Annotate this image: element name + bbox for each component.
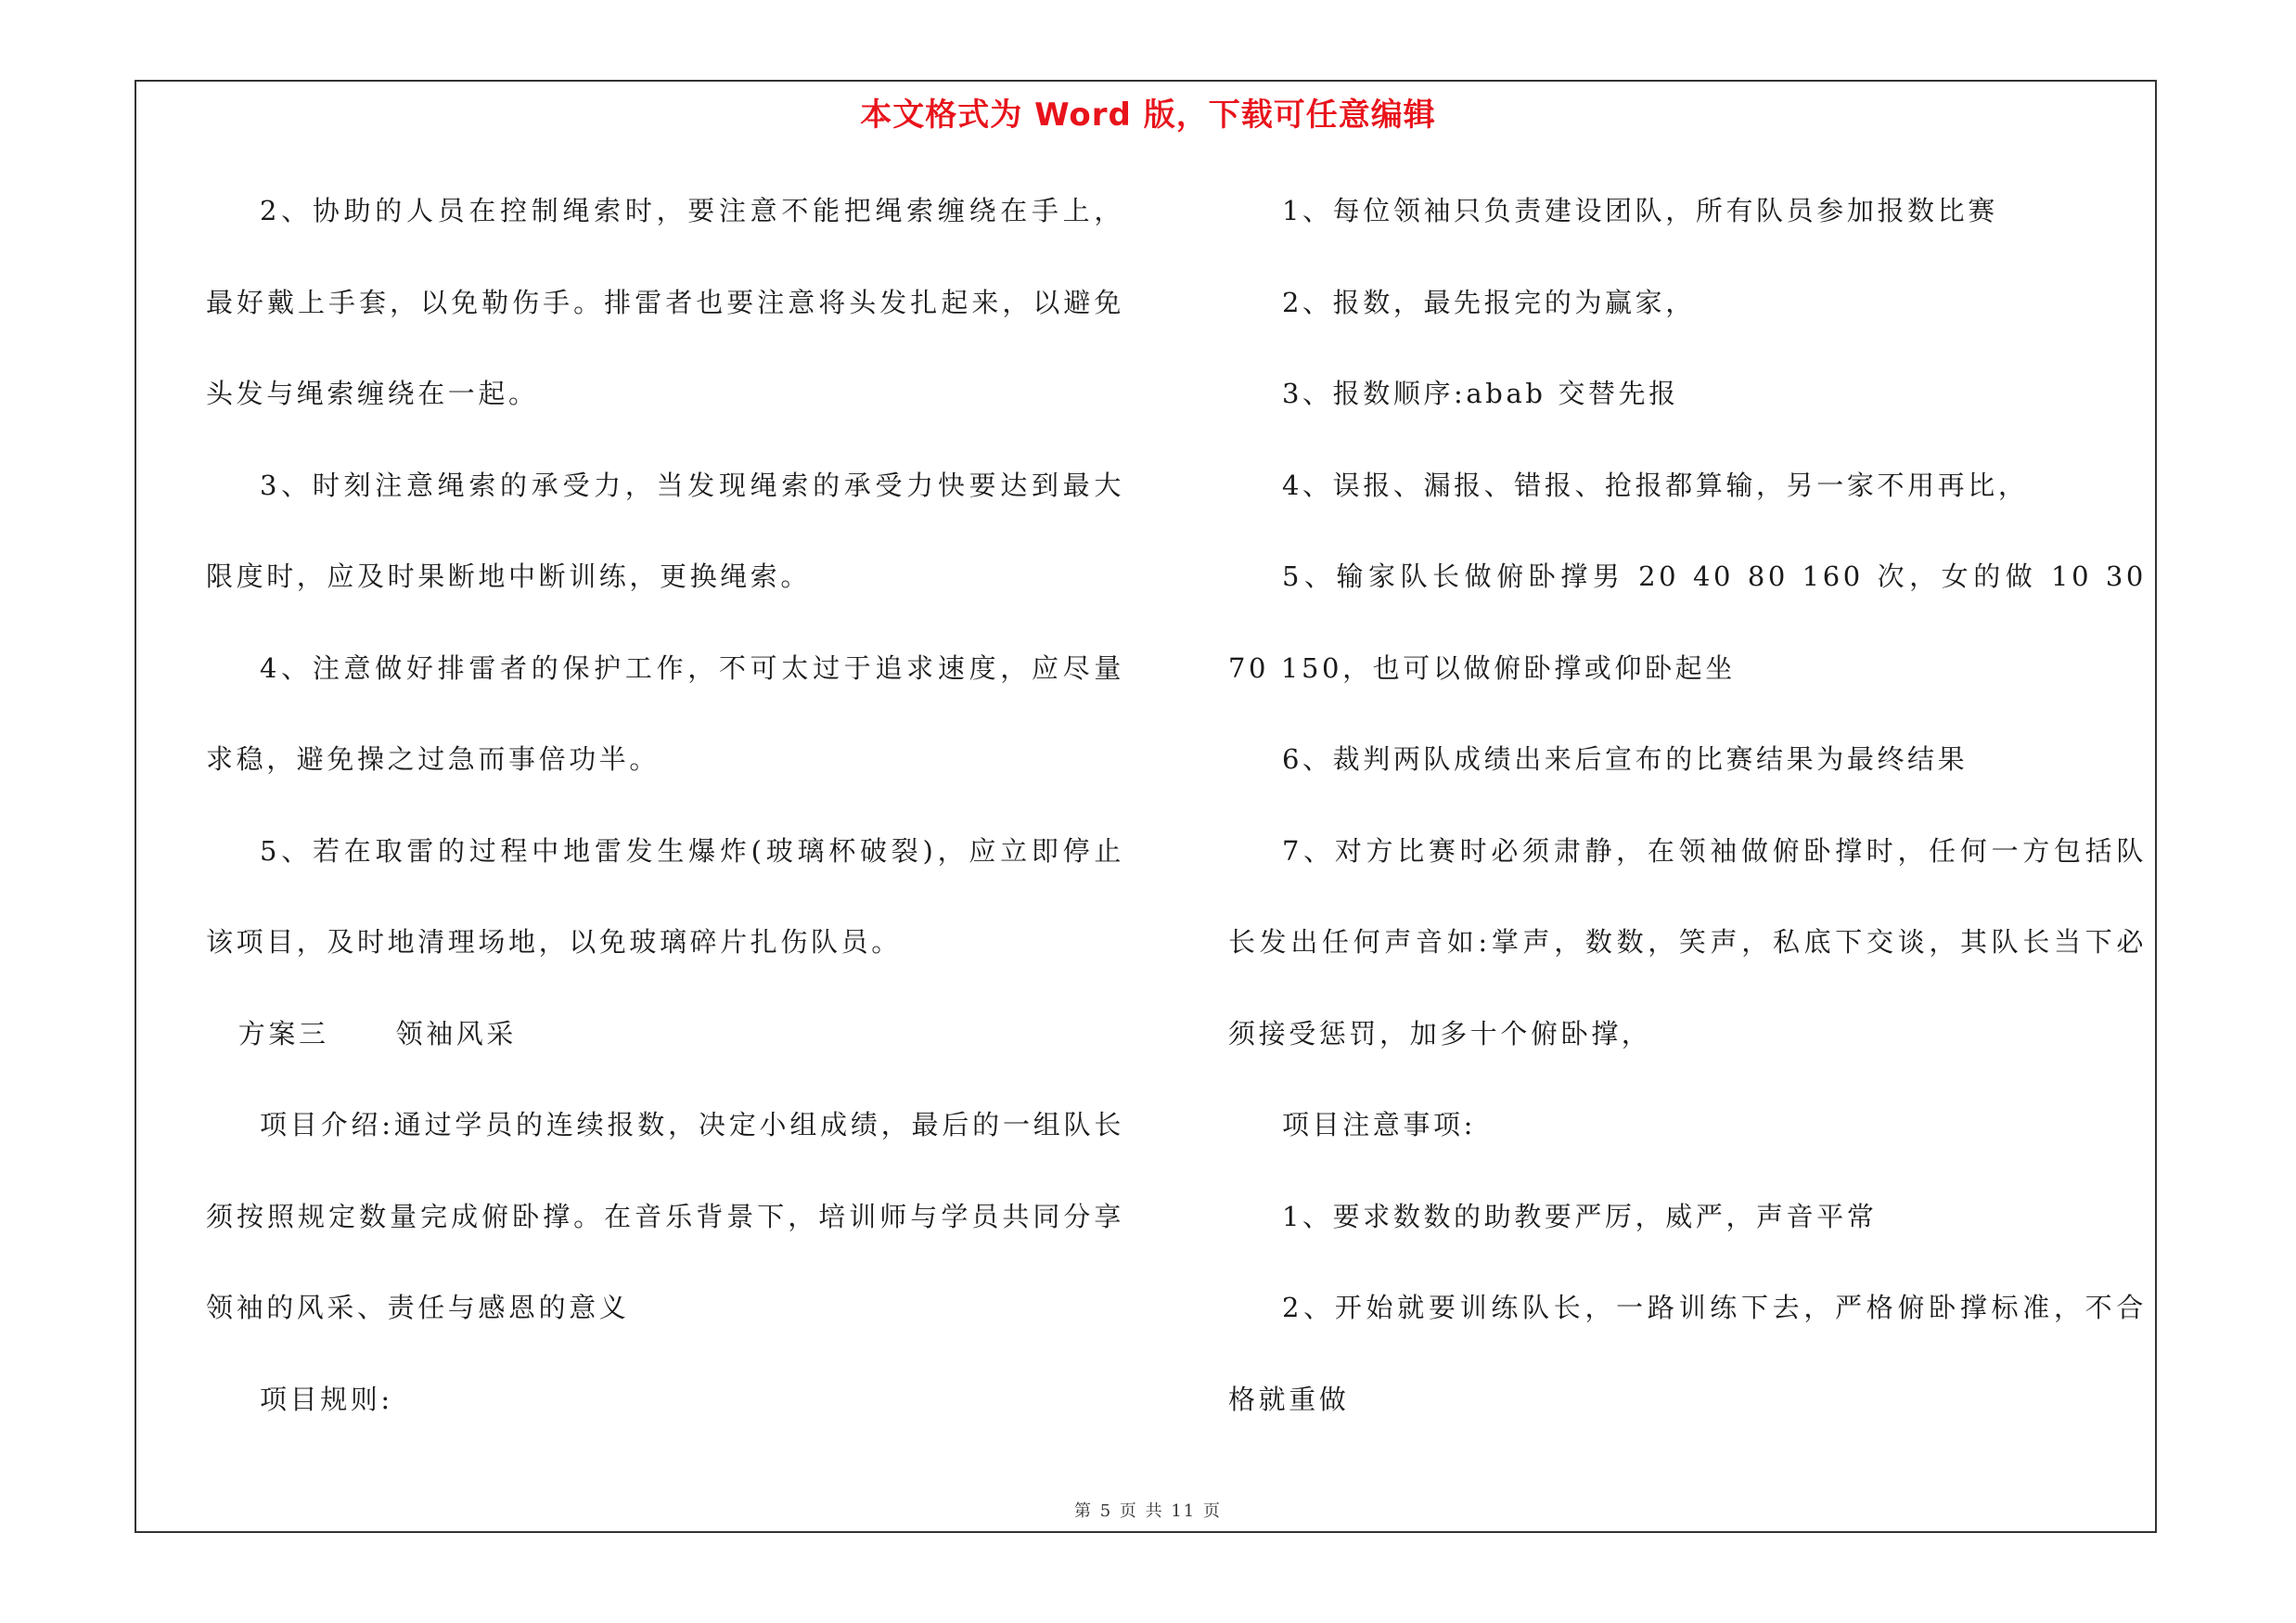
paragraph: 项目介绍:通过学员的连续报数，决定小组成绩，最后的一组队长须按照规定数量完成俯卧撑。在音乐背景下，培训师与学员共同分享领袖的风采、责任与感恩的意义	[206, 1109, 1124, 1323]
paragraph: 2、协助的人员在控制绳索时，要注意不能把绳索缠绕在手上，最好戴上手套，以免勒伤手。排雷者也要注意将头发扎起来，以避免头发与绳索缠绕在一起。	[206, 195, 1124, 409]
paragraph: 2、开始就要训练队长，一路训练下去，严格俯卧撑标准，不合格就重做	[1228, 1292, 2147, 1415]
paragraph: 4、误报、漏报、错报、抢报都算输，另一家不用再比，	[1282, 469, 2029, 501]
paragraph: 3、时刻注意绳索的承受力，当发现绳索的承受力快要达到最大限度时，应及时果断地中断训练，更换绳索。	[206, 469, 1124, 592]
paragraph: 5、若在取雷的过程中地雷发生爆炸(玻璃杯破裂)，应立即停止该项目，及时地清理场地，以免玻璃碎片扎伤队员。	[206, 834, 1124, 958]
paragraph: 5、输家队长做俯卧撑男 20 40 80 160 次，女的做 10 30 70 150，也可以做俯卧撑或仰卧起坐	[1228, 560, 2147, 684]
right-column	[1228, 165, 2147, 1445]
section-title: 领袖风采	[395, 1017, 518, 1050]
paragraph: 7、对方比赛时必须肃静，在领袖做俯卧撑时，任何一方包括队长发出任何声音如:掌声，数数，笑声，私底下交谈，其队长当下必须接受惩罚，加多十个俯卧撑，	[1228, 834, 2147, 1050]
left-column	[206, 165, 1124, 1445]
paragraph: 3、报数顺序:abab 交替先报	[1282, 378, 1679, 409]
page-number-footer: 第 5 页 共 11 页	[1074, 1501, 1222, 1521]
paragraph: 1、要求数数的助教要严厉，威严，声音平常	[1282, 1200, 1878, 1232]
format-banner: 本文格式为 Word 版，下载可任意编辑	[860, 97, 1436, 134]
paragraph: 1、每位领袖只负责建设团队，所有队员参加报数比赛	[1282, 195, 1998, 226]
paragraph: 2、报数，最先报完的为赢家，	[1282, 286, 1696, 318]
paragraph: 项目注意事项:	[1282, 1109, 1476, 1140]
paragraph: 6、裁判两队成绩出来后宣布的比赛结果为最终结果	[1282, 743, 1969, 775]
paragraph: 4、注意做好排雷者的保护工作，不可太过于追求速度，应尽量求稳，避免操之过急而事倍功半。	[206, 651, 1124, 775]
section-label: 方案三	[237, 1017, 329, 1050]
section-heading	[206, 988, 1124, 1080]
paragraph: 项目规则:	[260, 1383, 393, 1415]
